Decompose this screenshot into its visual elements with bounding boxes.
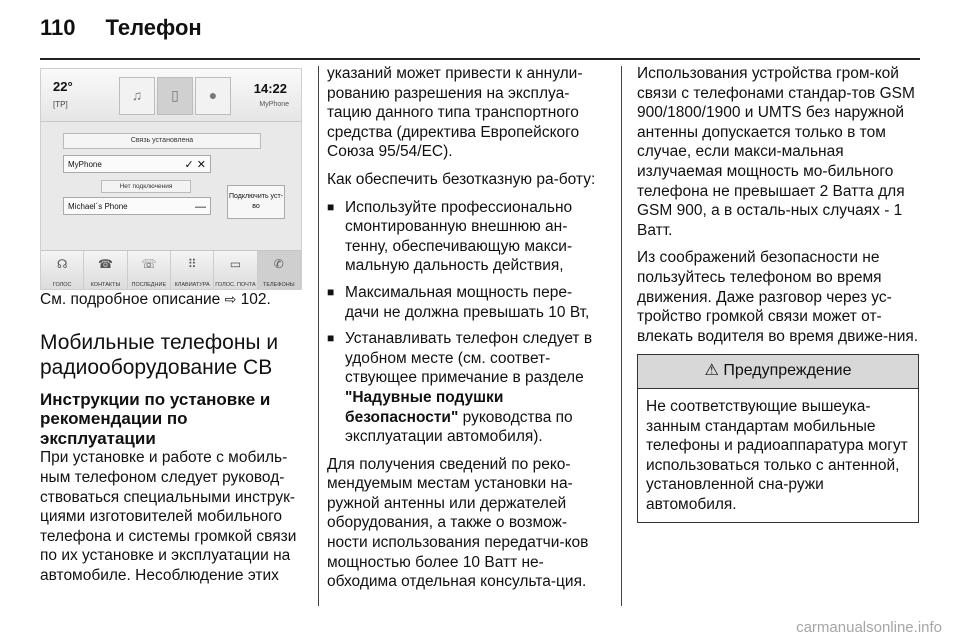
- device-name: Michael´s Phone: [68, 202, 128, 211]
- tp-indicator: [TP]: [53, 100, 68, 109]
- paragraph: Для получения сведений по реко-мендуемым местам установки на-ружной антенны или держателей оборудования, а также о возмож-ности использования передатчи-ков мощностью более 10 Ватт не-обходима отдельная консульта-ция.: [327, 455, 589, 591]
- device-name: MyPhone: [68, 160, 102, 169]
- phone-tab-icon: ▯: [157, 77, 193, 115]
- remove-device-button[interactable]: —: [195, 201, 206, 213]
- column-1: [40, 64, 302, 594]
- settings-tab-icon: ●: [195, 77, 231, 115]
- list-item: ■ Используйте профессионально смонтированную внешнюю ан-тенну, обеспечивающую макси-мальную дальность действия,: [327, 198, 603, 276]
- column-2: [327, 64, 603, 600]
- warning-text: Не соответствующие вышеука-занным стандартам мобильные телефоны и радиоаппаратура могут использоваться только с антенной, установленной сна-ружи автомобиля.: [646, 397, 908, 513]
- infotainment-screenshot: [40, 68, 302, 290]
- voice-icon: ☊: [56, 257, 68, 271]
- subsection-heading: Инструкции по установке и рекомендации по эксплуатации: [40, 389, 271, 448]
- header-rule: [40, 58, 920, 60]
- clock: 14:22: [253, 81, 287, 96]
- nav-keypad[interactable]: ⠿ КЛАВИАТУРА: [171, 251, 214, 289]
- nav-voicemail[interactable]: ▭ ГОЛОС. ПОЧТА: [214, 251, 257, 289]
- paragraph: При установке и работе с мобиль-ным телефоном следует руковод-ствоваться специальными инструк-циями изготовителей мобильного телефона и системы громкой связи по их установке и эксплуатации на автомобиле. Несоблюдение этих: [40, 449, 297, 584]
- phones-icon: ✆: [273, 257, 284, 271]
- screen-bottom-nav: [41, 250, 301, 289]
- column-3: [637, 64, 919, 523]
- device-row-myphone[interactable]: [63, 155, 211, 173]
- paragraph: Как обеспечить безотказную ра-боту:: [327, 170, 596, 188]
- list-item: ■ Максимальная мощность пере-дачи не должна превышать 10 Вт,: [327, 283, 603, 322]
- warning-title: Предупреждение: [723, 362, 852, 380]
- paragraph: Использования устройства гром-кой связи с телефонами стандар-тов GSM 900/1800/1900 и UMTS без наружной антенны допускается только в том случае, если макси-мальная излучаемая мощность мо-бильного телефона не превышает 2 Ватта для GSM 900, а в осталь-ных случаях - 1 Ватт.: [637, 65, 915, 239]
- nav-voice[interactable]: ☊ ГОЛОС: [41, 251, 84, 289]
- status-connected: Связь установлена: [63, 133, 261, 149]
- status-not-connected: Нет подключения: [101, 180, 191, 193]
- voicemail-icon: ▭: [229, 257, 242, 271]
- page-reference-icon: ⇨: [224, 291, 237, 307]
- connect-device-button[interactable]: Подключить уст-во: [227, 185, 285, 219]
- page-number: 110: [40, 15, 76, 40]
- nav-contacts[interactable]: ☎ КОНТАКТЫ: [84, 251, 127, 289]
- nav-recent[interactable]: ☏ ПОСЛЕДНИЕ: [128, 251, 171, 289]
- nav-phones[interactable]: ✆ ТЕЛЕФОНЫ: [258, 251, 301, 289]
- warning-header: [638, 355, 918, 389]
- contacts-icon: ☎: [98, 257, 113, 271]
- screen-top-bar: [41, 69, 301, 122]
- warning-box: [637, 354, 919, 523]
- phone-name-status: MyPhone: [259, 101, 289, 108]
- paragraph: Из соображений безопасности не пользуйтесь телефоном во время движения. Даже разговор через ус-тройство громкой связи может от-влекать водителя во время движе-ния.: [637, 249, 919, 345]
- paragraph: указаний может привести к аннули-рованию разрешения на эксплуа-тацию данного типа транспортного средства (директива Европейского Союза 95/54/EC).: [327, 65, 583, 161]
- list-item: ■ Устанавливать телефон следует в удобном месте (см. соответ-ствующее примечание в разделе "Надувные подушки безопасности" руководства по эксплуатации автомобиля).: [327, 329, 603, 447]
- page-reference[interactable]: 102.: [240, 291, 271, 308]
- figure-caption: См. подробное описание ⇨ 102.: [40, 291, 271, 308]
- temperature: 22°: [53, 79, 73, 94]
- page-header: [40, 8, 202, 48]
- watermark: carmanualsonline.info: [796, 619, 942, 636]
- column-divider: [318, 66, 319, 606]
- bullet-list: [327, 198, 603, 447]
- chapter-heading: Мобильные телефоны и радиооборудование СВ: [40, 330, 279, 379]
- airbag-reference: "Надувные подушки безопасности": [345, 388, 504, 426]
- warning-icon: ⚠: [704, 362, 719, 380]
- keypad-icon: ⠿: [187, 257, 197, 271]
- recent-calls-icon: ☏: [141, 257, 157, 271]
- section-title: Телефон: [105, 15, 202, 40]
- device-actions[interactable]: ✓ ✕: [184, 159, 206, 171]
- device-row-michael[interactable]: [63, 197, 211, 215]
- audio-tab-icon: ♫: [119, 77, 155, 115]
- column-divider: [621, 66, 622, 606]
